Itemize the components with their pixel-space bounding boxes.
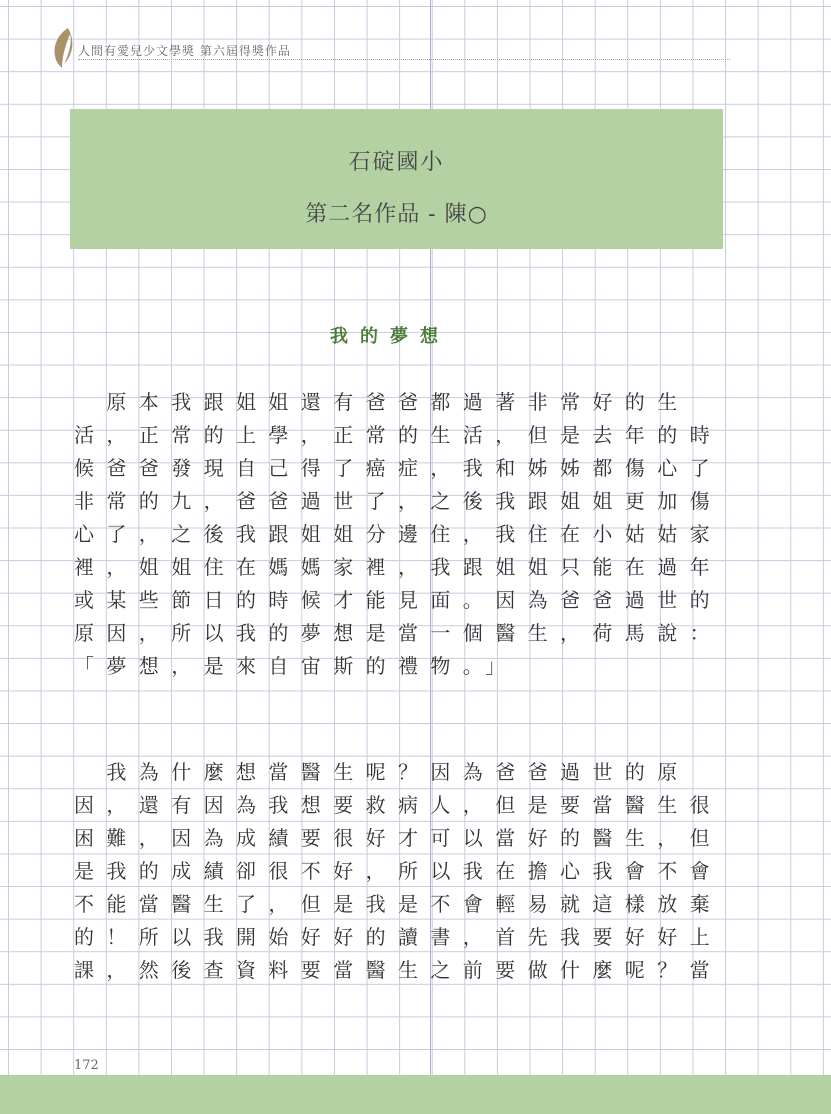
paragraph-2 xyxy=(74,756,734,987)
text-line: 心了，之後我跟姐姐分邊住，我住在小姑姑家 xyxy=(74,522,722,546)
text-line: 我為什麼想當醫生呢？因為爸爸過世的原 xyxy=(74,760,690,784)
text-line: 的！所以我開始好好的讀書，首先我要好好上 xyxy=(74,925,722,949)
footer-bar xyxy=(0,1075,831,1114)
page-header xyxy=(50,26,730,66)
text-line: 活，正常的上學，正常的生活，但是去年的時 xyxy=(74,423,722,447)
header-text: 人間有愛兒少文學獎 第六屆得獎作品 xyxy=(78,44,291,58)
leaf-icon xyxy=(50,26,76,70)
text-line: 因，還有因為我想要救病人，但是要當醫生很 xyxy=(74,793,722,817)
text-line: 原因，所以我的夢想是當一個醫生，荷馬說： xyxy=(74,621,722,645)
text-line: 「夢想，是來自宙斯的禮物。」 xyxy=(74,654,518,678)
essay-title: 我的夢想 xyxy=(330,326,450,347)
text-line: 裡，姐姐住在媽媽家裡，我跟姐姐只能在過年 xyxy=(74,555,722,579)
award-title: 第二名作品 - 陳○ xyxy=(305,202,488,227)
text-line: 困難，因為成績要很好才可以當好的醫生，但 xyxy=(74,826,722,850)
school-name: 石碇國小 xyxy=(348,150,445,175)
text-line: 原本我跟姐姐還有爸爸都過著非常好的生 xyxy=(74,390,690,414)
title-box xyxy=(70,109,723,249)
page-number: 172 xyxy=(74,1058,99,1073)
text-line: 是我的成績卻很不好，所以我在擔心我會不會 xyxy=(74,859,722,883)
header-rule xyxy=(78,59,730,60)
text-line: 或某些節日的時候才能見面。因為爸爸過世的 xyxy=(74,588,722,612)
text-line: 課，然後查資料要當醫生之前要做什麼呢？當 xyxy=(74,958,722,982)
text-line: 候爸爸發現自己得了癌症，我和姊姊都傷心了 xyxy=(74,456,722,480)
paragraph-1 xyxy=(74,386,734,683)
text-line: 不能當醫生了，但是我是不會輕易就這樣放棄 xyxy=(74,892,722,916)
text-line: 非常的九，爸爸過世了，之後我跟姐姐更加傷 xyxy=(74,489,722,513)
